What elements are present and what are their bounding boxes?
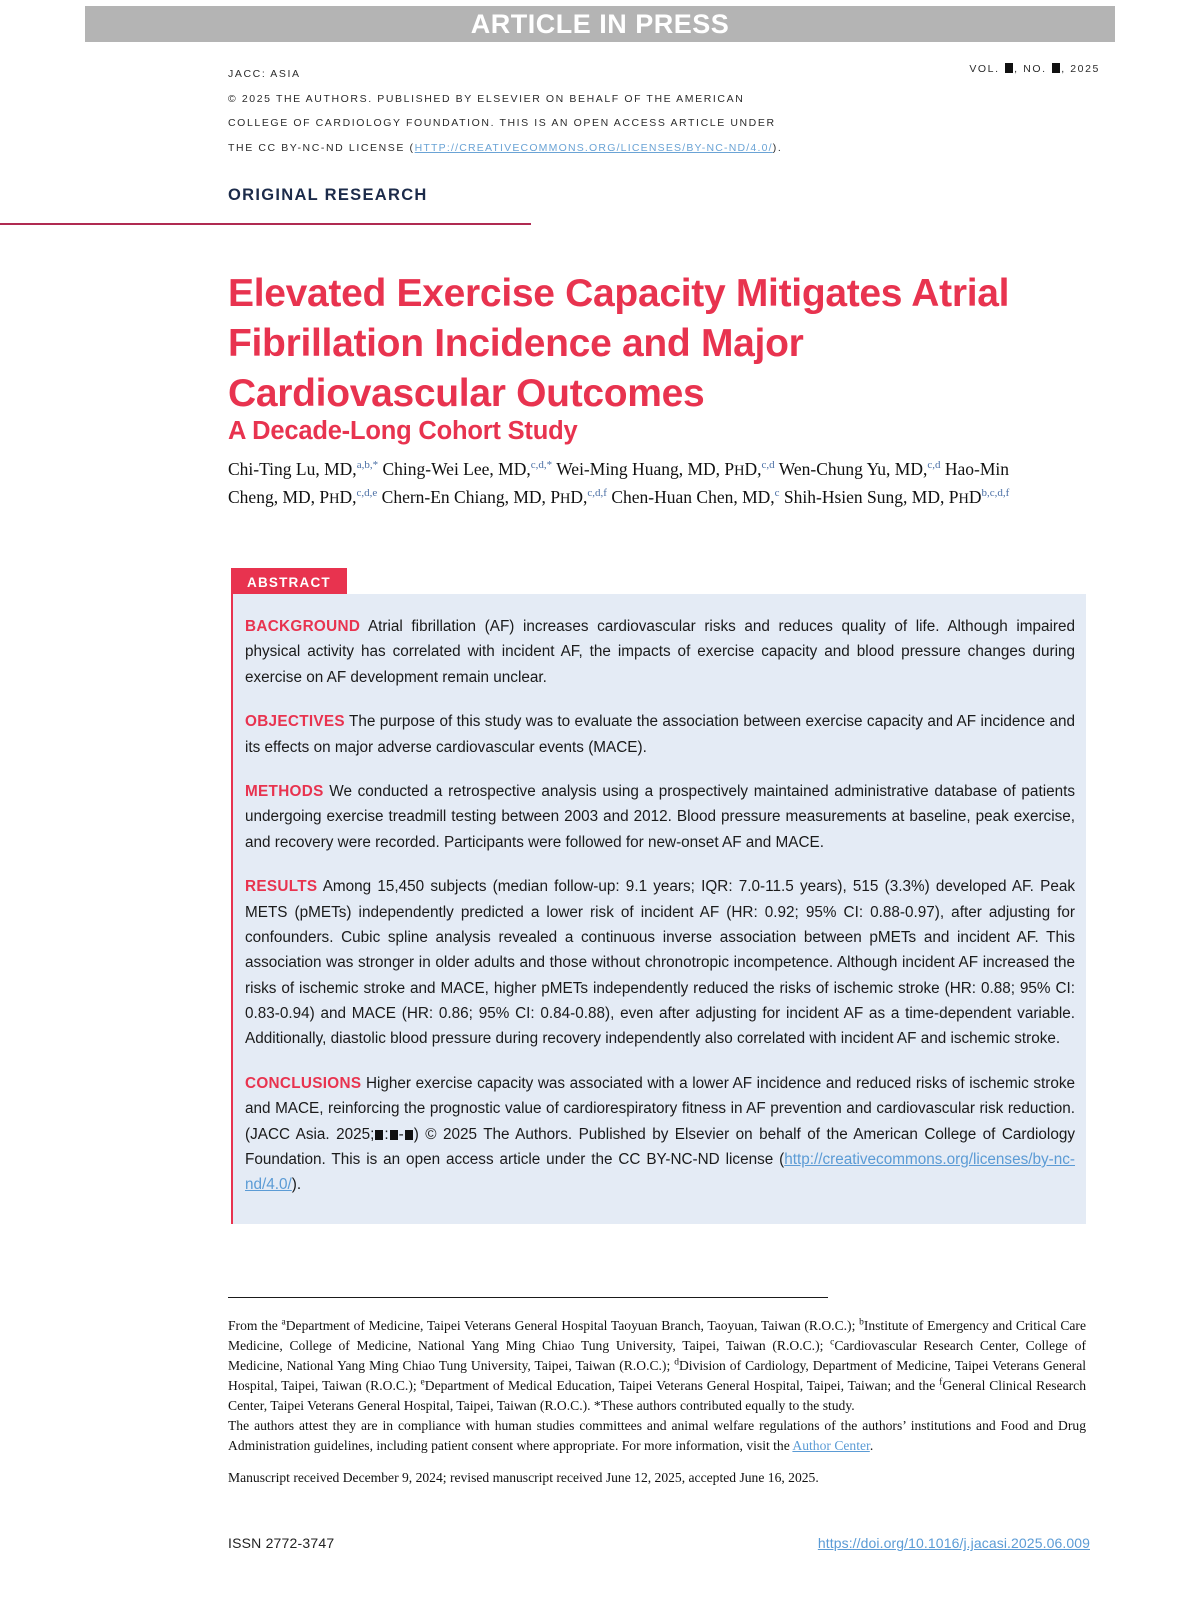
author-name: Chern-En Chiang, MD, PHD,	[381, 487, 588, 508]
author-name: Chi-Ting Lu, MD,	[228, 459, 357, 479]
license-suffix: ).	[772, 142, 783, 155]
author-affiliation-marker: a,b,*	[356, 459, 379, 472]
creative-commons-license-link[interactable]: HTTP://CREATIVECOMMONS.ORG/LICENSES/BY-NC-ND/4.0/	[414, 142, 773, 155]
abstract-body-background: Atrial fibrillation (AF) increases cardiovascular risks and reduces quality of life. Although impaired physical activity has correlated with incident AF, the impacts of exercise capacity and blood pressure changes during exercise on AF development remain unclear.	[245, 618, 1075, 686]
author-entry	[611, 487, 779, 507]
footnote-divider-rule	[228, 1297, 828, 1298]
manuscript-dates: Manuscript received December 9, 2024; revised manuscript received June 12, 2025, accepted June 16, 2025.	[228, 1470, 819, 1485]
volume-placeholder-box	[1005, 63, 1013, 73]
copyright-line-2: COLLEGE OF CARDIOLOGY FOUNDATION. THIS IS AN OPEN ACCESS ARTICLE UNDER	[228, 117, 776, 130]
abstract-section-results	[245, 874, 1075, 1052]
abstract-section-background	[245, 614, 1075, 690]
page-title: Elevated Exercise Capacity Mitigates Atrial Fibrillation Incidence and Major Cardiovascular Outcomes	[228, 272, 1010, 415]
abstract-body-methods: We conducted a retrospective analysis using a prospectively maintained administrative database of patients undergoing exercise treadmill testing between 2003 and 2012. Blood pressure measurements at baseline, peak exercise, and recovery were recorded. Participants were followed for new-onset AF and MACE.	[245, 782, 1076, 851]
abstract-heading-background: BACKGROUND	[245, 618, 361, 635]
author-affiliation-marker: c,d,e	[356, 487, 378, 500]
citation-prefix: (JACC Asia. 2025;	[245, 1125, 375, 1143]
attestation-text	[228, 1416, 1086, 1456]
author-name: Ching-Wei Lee, MD,	[382, 459, 531, 479]
affil-marker-d: d	[674, 1357, 679, 1368]
abstract-body-results: Among 15,450 subjects (median follow-up: 9.1 years; IQR: 7.0-11.5 years), 515 (3.3%) developed AF. Peak METS (pMETs) independently predicted a lower risk of incident AF (HR: 0.92; 95% CI: 0.88-0.97), after adjusting for confounders. Cubic spline analysis revealed a continuous inverse association between pMETs and incident AF. This association was stronger in older adults and those without chronotropic incompetence. Although incident AF increased the risks of ischemic stroke and MACE, higher pMETs independently reduced the risks of ischemic stroke (HR: 0.88; 95% CI: 0.83-0.94) and MACE (HR: 0.86; 95% CI: 0.84-0.88), even after adjusting for incident AF as a time-dependent variable. Additionally, diastolic blood pressure during recovery independently also correlated with incident AF and ischemic stroke.	[245, 878, 1076, 1048]
affil-p2: Department of Medicine, Taipei Veterans General Hospital Taoyuan Branch, Taoyuan, Taiwan (R.O.C.);	[285, 1318, 860, 1333]
citation-sep-1: :	[384, 1125, 389, 1143]
citation-volume-placeholder-box	[375, 1130, 383, 1140]
masthead-copyright-block	[228, 62, 782, 161]
vol-mid: , NO.	[1014, 63, 1052, 75]
license-line	[228, 136, 782, 161]
abstract-heading-results: RESULTS	[245, 878, 318, 896]
issue-placeholder-box	[1052, 63, 1060, 73]
page-subtitle: A Decade-Long Cohort Study	[228, 417, 578, 446]
author-affiliation-marker: c,d	[927, 459, 941, 472]
article-in-press-label: ARTICLE IN PRESS	[470, 8, 730, 39]
citation-suffix: )	[413, 1125, 419, 1143]
doi-link[interactable]: https://doi.org/10.1016/j.jacasi.2025.06.009	[817, 1535, 1090, 1551]
abstract-heading-methods: METHODS	[245, 782, 324, 800]
affil-marker-f: f	[939, 1377, 943, 1388]
affil-marker-e: e	[420, 1377, 425, 1388]
author-entry	[382, 459, 552, 479]
article-in-press-banner	[85, 6, 1115, 42]
citation-startpage-placeholder-box	[390, 1130, 398, 1140]
page-footer	[228, 1535, 1090, 1551]
author-entry	[228, 459, 378, 479]
vol-prefix: VOL.	[969, 63, 1005, 75]
attestation-suffix: .	[869, 1437, 874, 1453]
abstract-badge: ABSTRACT	[231, 568, 347, 597]
masthead	[228, 62, 1100, 161]
affil-p4: Cardiovascular Research Center, College of Medicine, National Yang Ming Chiao Tung University, Taipei, Taiwan (R.O.C.);	[228, 1337, 1086, 1373]
author-center-link[interactable]: Author Center	[792, 1437, 870, 1453]
author-entry	[779, 459, 941, 479]
abstract-body-objectives: The purpose of this study was to evaluate the association between exercise capacity and AF incidence and its effects on major adverse cardiovascular events (MACE).	[245, 713, 1075, 756]
author-entry	[556, 459, 774, 479]
author-name: Chen-Huan Chen, MD,	[611, 487, 775, 508]
issn-label: ISSN 2772-3747	[228, 1535, 335, 1551]
attestation-prefix: The authors attest they are in compliance with human studies committees and animal welfare regulations of the authors’ institutions and Food and Drug Administration guidelines, including patient consent where appropriate. For more information, visit the	[228, 1417, 1086, 1453]
volume-issue-info	[969, 62, 1100, 75]
abstract-body-conclusions-2: © 2025 The Authors. Published by Elsevier on behalf of the American College of Cardiology Foundation. This is an open access article under the CC BY-NC-ND license (	[245, 1125, 1075, 1169]
author-name: Shih-Hsien Sung, MD, PHD	[783, 487, 982, 508]
affil-marker-b: b	[859, 1317, 864, 1328]
affil-p7: General Clinical Research Center, Taipei Veterans General Hospital, Taipei, Taiwan (R.O.C.). *These authors contributed equally to the study.	[228, 1377, 1086, 1413]
citation-sep-2: -	[398, 1125, 404, 1143]
affil-p6: Department of Medical Education, Taipei Veterans General Hospital, Taipei, Taiwan; and the	[424, 1377, 940, 1393]
abstract-heading-objectives: OBJECTIVES	[245, 713, 345, 731]
author-name: Hao-Min Cheng, MD, PHD,	[228, 459, 1010, 508]
abstract-body-conclusions-3: ).	[291, 1176, 302, 1194]
affil-p1: From the	[228, 1318, 282, 1333]
author-affiliation-marker: c,d,f	[587, 487, 607, 500]
license-prefix: THE CC BY-NC-ND LICENSE (	[228, 142, 415, 155]
affiliations-block	[228, 1316, 1086, 1456]
abstract-section-conclusions	[245, 1071, 1075, 1198]
article-type-label: ORIGINAL RESEARCH	[228, 186, 428, 204]
abstract-content	[245, 614, 1075, 1198]
author-name: Wen-Chung Yu, MD,	[778, 459, 928, 479]
affiliations-text	[228, 1316, 1086, 1416]
author-entry	[382, 487, 607, 507]
affil-p3: Institute of Emergency and Critical Care Medicine, College of Medicine, National Yang Ming Chiao Tung University, Taipei, Taiwan (R.O.C.);	[228, 1318, 1086, 1353]
author-affiliation-marker: c	[774, 487, 780, 500]
author-affiliation-marker: c,d,*	[530, 459, 553, 472]
abstract-heading-conclusions: CONCLUSIONS	[245, 1074, 362, 1092]
abstract-body-conclusions-1: Higher exercise capacity was associated with a lower AF incidence and reduced risks of ischemic stroke and MACE, reinforcing the prognostic value of cardiorespiratory fitness in AF prevention and cardiovascular risk reduction.	[245, 1074, 1075, 1118]
abstract-citation	[245, 1126, 419, 1143]
vol-suffix: , 2025	[1061, 63, 1100, 75]
abstract-section-objectives	[245, 709, 1075, 760]
author-entry	[784, 487, 1009, 507]
author-name: Wei-Ming Huang, MD, PHD,	[556, 459, 762, 479]
copyright-line-1: © 2025 THE AUTHORS. PUBLISHED BY ELSEVIER ON BEHALF OF THE AMERICAN	[228, 92, 745, 105]
header-divider-rule	[0, 223, 531, 225]
journal-name: JACC: ASIA	[228, 68, 301, 80]
affil-marker-a: a	[281, 1317, 286, 1328]
affil-p5: Division of Cardiology, Department of Medicine, Taipei Veterans General Hospital, Taipei, Taiwan (R.O.C.);	[228, 1357, 1087, 1393]
author-affiliation-marker: c,d	[761, 459, 775, 472]
author-list	[228, 455, 1038, 512]
author-affiliation-marker: b,c,d,f	[981, 487, 1010, 500]
affil-marker-c: c	[830, 1337, 835, 1348]
abstract-license-link[interactable]: http://creativecommons.org/licenses/by-nc-nd/4.0/	[245, 1151, 1075, 1194]
abstract-section-methods	[245, 779, 1075, 855]
citation-endpage-placeholder-box	[405, 1130, 413, 1140]
